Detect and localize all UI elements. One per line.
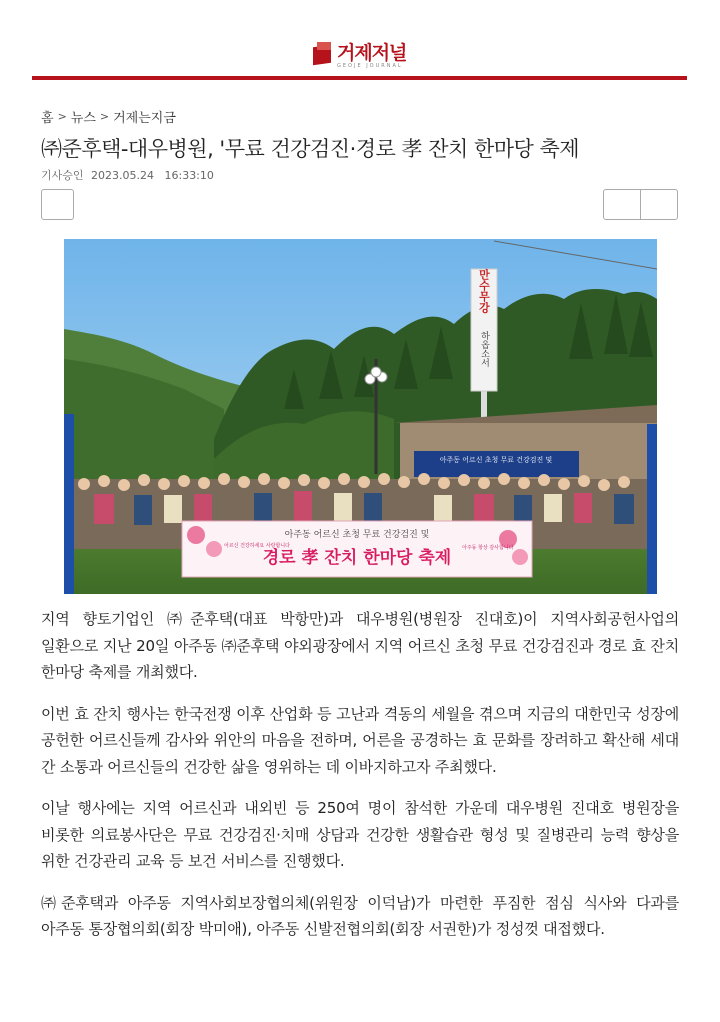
building-sign: 아주동 어르신 초청 무료 건강검진 및 xyxy=(439,456,553,464)
article-body xyxy=(41,606,679,958)
font-size-controls xyxy=(603,189,678,220)
font-decrease-button[interactable] xyxy=(604,190,640,219)
article-paragraph: 이번 효 잔치 행사는 한국전쟁 이후 산업화 등 고난과 격동의 세월을 겪으며 지금의 대한민국 성장에 공헌한 어르신들께 감사와 위안의 마음을 전하며, 어른을 공경하는 효 문화를 장려하고 확산해 세대 간 소통과 어르신들의 건강한 삶을 영위하는 데 이바지하고자 주최했다. xyxy=(41,704,679,776)
tower-sign: 만수무강 xyxy=(477,269,491,313)
banner-right-note: 아주동 항상 감사합니다 xyxy=(462,545,514,551)
list-button[interactable] xyxy=(41,189,74,220)
breadcrumb xyxy=(41,107,176,126)
banner-main-text: 경로 孝 잔치 한마당 축제 xyxy=(262,548,452,568)
banner-top-text: 아주동 어르신 초청 무료 건강검진 및 xyxy=(284,530,430,540)
breadcrumb-home[interactable]: 홈 xyxy=(41,111,54,126)
article-paragraph: ㈜준후택과 아주동 지역사회보장협의체(위원장 이덕남)가 마련한 푸짐한 점심 식사와 다과를 아주동 통장협의회(회장 박미애), 아주동 신발전협의회(회장 서권한)가 정성껏 대접했다. xyxy=(41,893,679,938)
breadcrumb-section[interactable]: 거제는지금 xyxy=(113,111,176,126)
breadcrumb-separator: > xyxy=(57,110,67,123)
logo-mark-icon xyxy=(311,42,333,66)
article-title: ㈜준후택-대우병원, '무료 건강검진·경로 孝 잔치 한마당 축제 xyxy=(41,137,580,161)
breadcrumb-separator: > xyxy=(99,110,110,123)
approved-label: 기사승인 xyxy=(41,169,84,182)
article-meta xyxy=(41,167,214,183)
site-header xyxy=(0,0,720,82)
article-paragraph: 이날 행사에는 지역 어르신과 내외빈 등 250여 명이 참석한 가운데 대우병원 진대호 병원장을 비롯한 의료봉사단은 무료 건강검진·치매 상담과 건강한 생활습관 형성 및 질병관리 능력 향상을 위한 건강관리 교육 등 보건 서비스를 진행했다. xyxy=(41,799,679,870)
logo-text: 거제저널 xyxy=(337,42,407,64)
tower-sub: 하옵소서 xyxy=(479,331,489,367)
article-paragraph: 지역 향토기업인 ㈜준후택(대표 박항만)과 대우병원(병원장 진대호)이 지역사회공헌사업의 일환으로 지난 20일 아주동 ㈜준후택 야외광장에서 지역 어르신 초청 무료 건강검진과 경로 효 잔치 한마당 축제를 개최했다. xyxy=(41,610,679,681)
banner-left-note: 어르신 건강하세요 사랑합니다 xyxy=(224,543,290,549)
article-photo xyxy=(64,239,657,594)
logo-tagline: GEOJE JOURNAL xyxy=(337,63,403,69)
approved-datetime: 2023.05.24 16:33:10 xyxy=(91,169,214,182)
header-divider xyxy=(32,76,687,80)
font-increase-button[interactable] xyxy=(640,190,677,219)
breadcrumb-news[interactable]: 뉴스 xyxy=(70,111,96,126)
